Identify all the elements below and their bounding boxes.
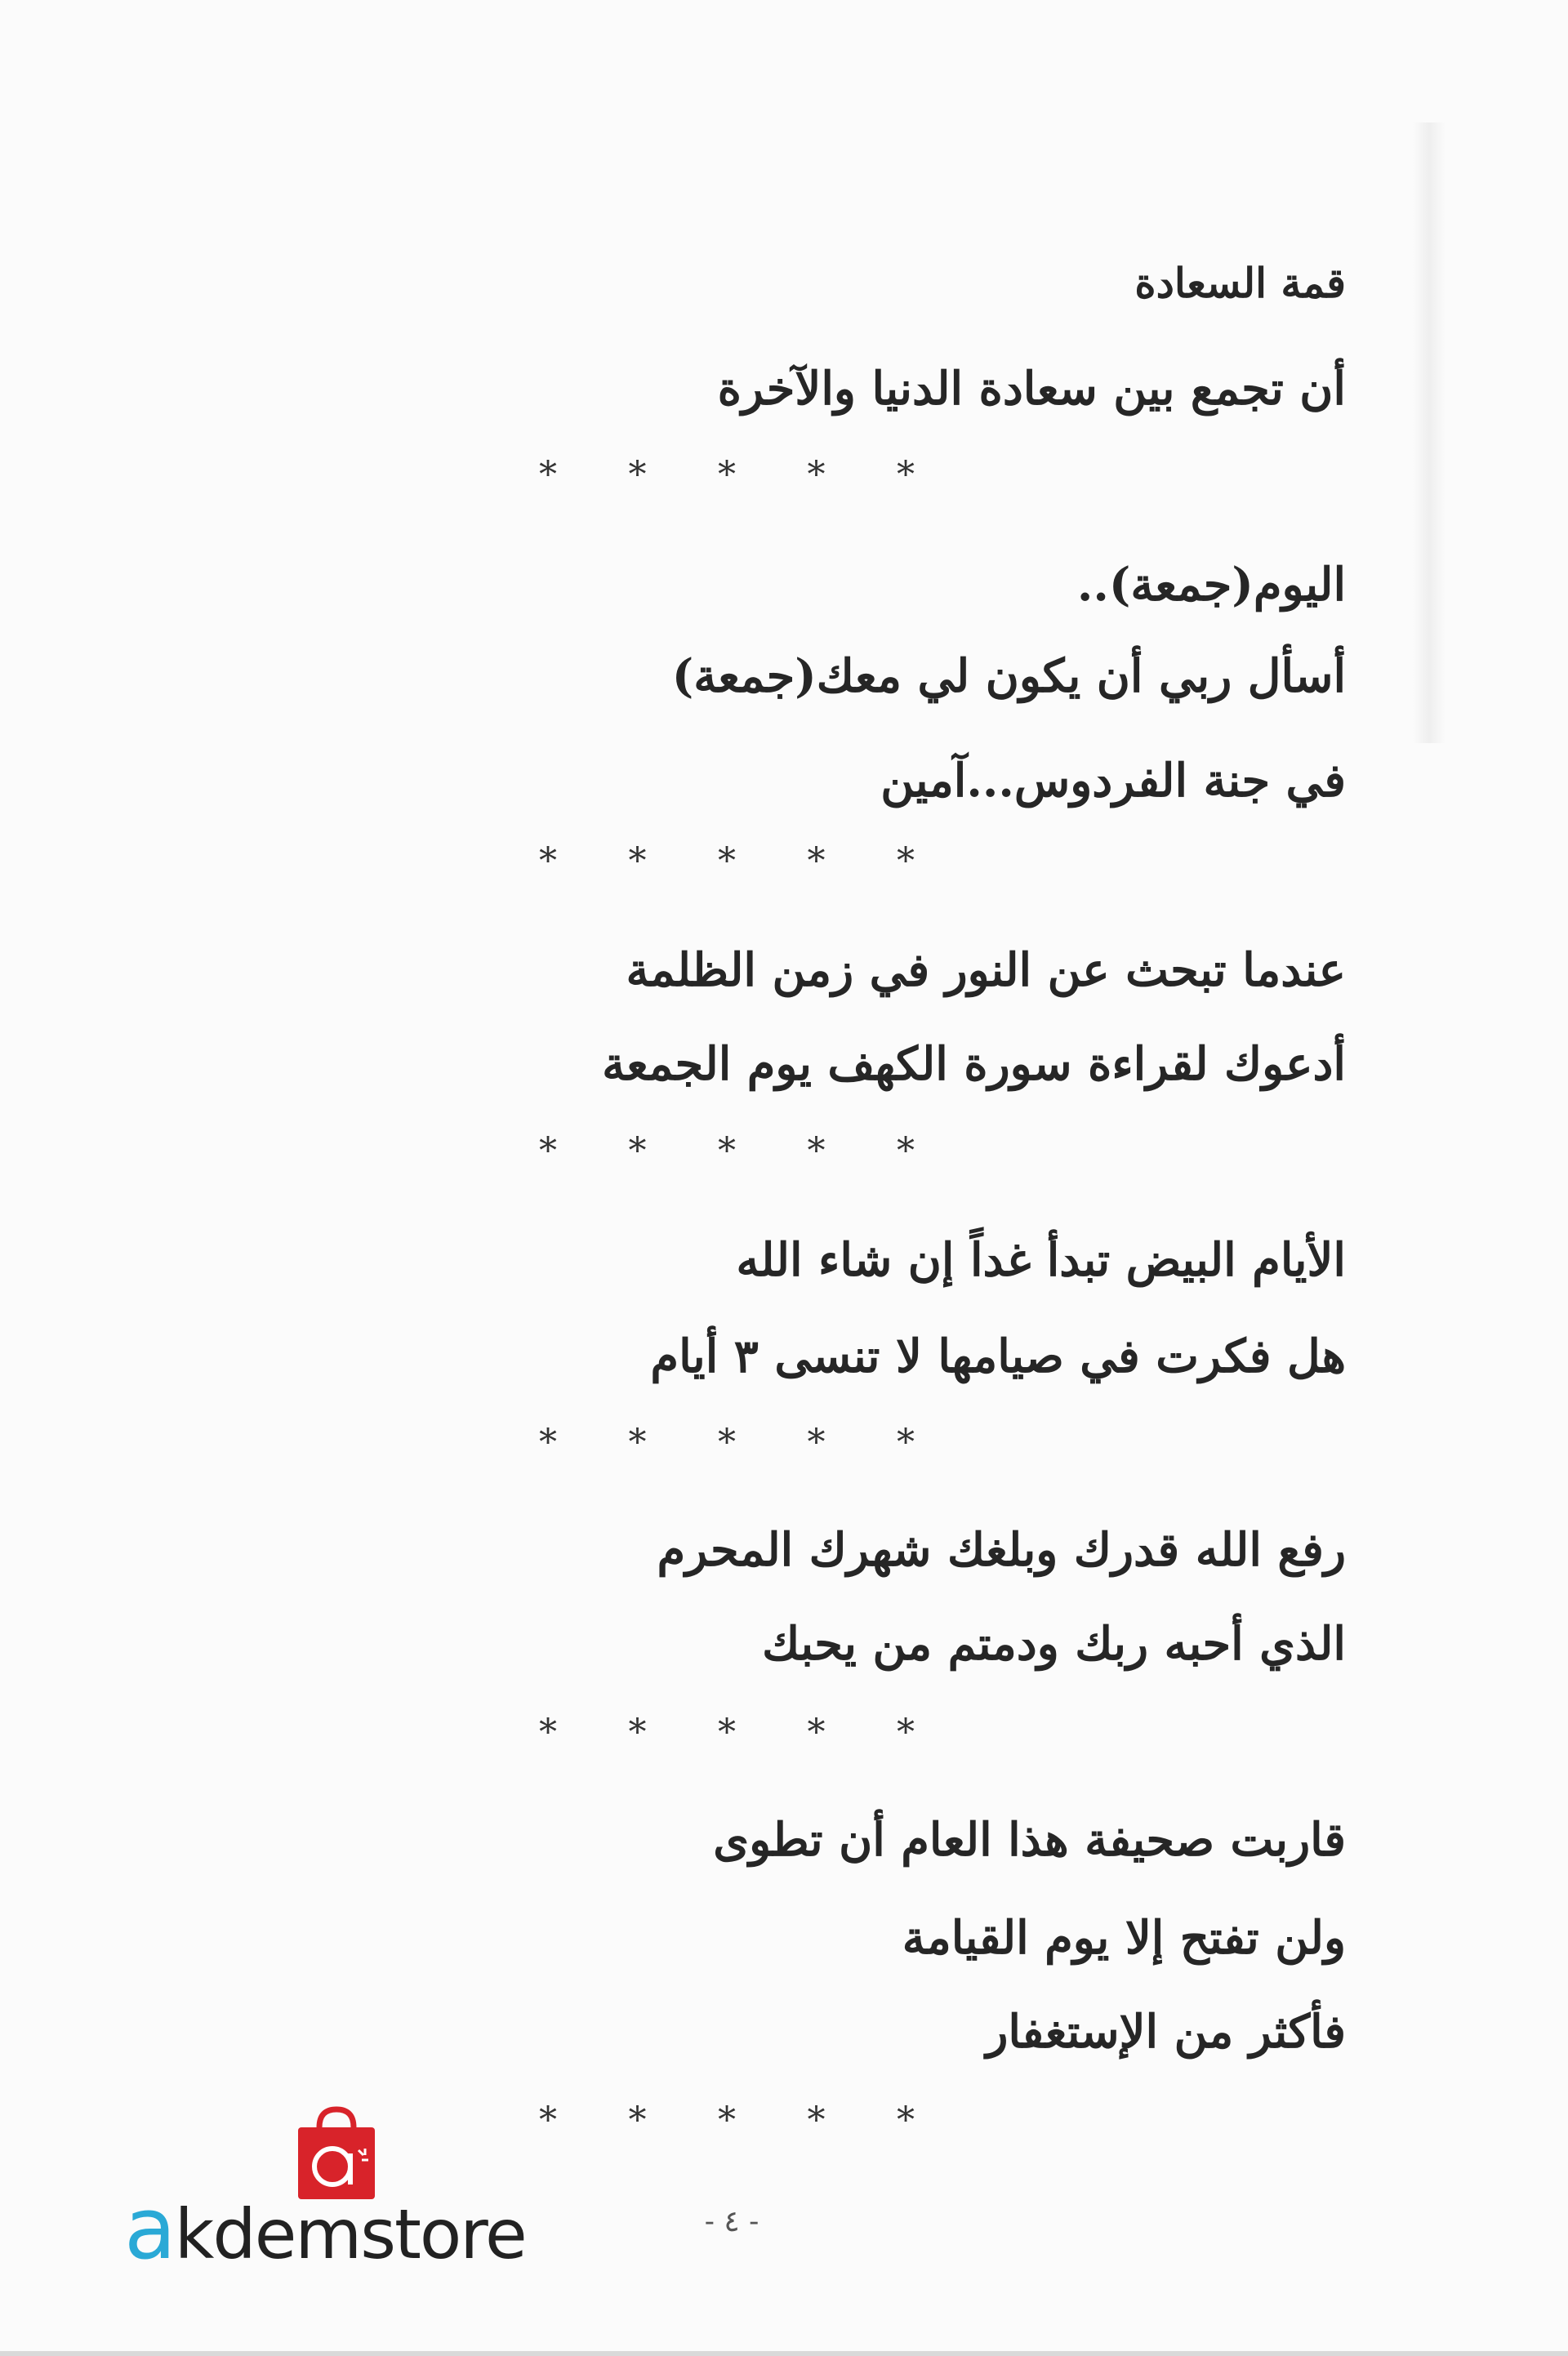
separator-stars-3: * * * * *: [539, 1130, 915, 1172]
page-gutter-shadow: [1413, 122, 1446, 743]
section-6-line-1: قاربت صحيفة هذا العام أن تطوى: [713, 1813, 1346, 1867]
section-3-line-2: أدعوك لقراءة سورة الكهف يوم الجمعة: [602, 1037, 1346, 1091]
section-6-line-2: ولن تفتح إلا يوم القيامة: [902, 1911, 1346, 1965]
separator-stars-1: * * * * *: [539, 454, 915, 496]
section-5-line-2: الذي أحبه ربك ودمتم من يحبك: [762, 1617, 1346, 1671]
separator-stars-6: * * * * *: [539, 2100, 915, 2141]
logo-prefix: a: [124, 2179, 175, 2278]
store-logo-wordmark: [124, 2179, 526, 2278]
section-1-title: قمة السعادة: [1134, 259, 1346, 307]
section-4-line-1: الأيام البيض تبدأ غداً إن شاء الله: [736, 1233, 1346, 1287]
separator-stars-4: * * * * *: [539, 1422, 915, 1463]
logo-rest: kdemstore: [174, 2194, 526, 2274]
section-5-line-1: رفع الله قدرك وبلغك شهرك المحرم: [657, 1523, 1346, 1577]
section-2-line-1: اليوم(جمعة)..: [1076, 558, 1346, 612]
section-2-line-2: أسأل ربي أن يكون لي معك(جمعة): [671, 649, 1346, 703]
section-4-line-2: هل فكرت في صيامها لا تنسى ٣ أيام: [650, 1329, 1346, 1383]
separator-stars-2: * * * * *: [539, 840, 915, 882]
section-6-line-3: فأكثر من الإستغفار: [986, 2005, 1346, 2059]
page-number: - ٤ -: [704, 2205, 760, 2238]
store-logo: [124, 2103, 549, 2278]
separator-stars-5: * * * * *: [539, 1712, 915, 1753]
section-2-line-3: في جنة الفردوس...آمين: [880, 754, 1346, 808]
section-3-line-1: عندما تبحث عن النور في زمن الظلمة: [626, 943, 1346, 997]
page-bottom-edge: [0, 2351, 1568, 2356]
section-1-line-2: أن تجمع بين سعادة الدنيا والآخرة: [717, 362, 1346, 416]
